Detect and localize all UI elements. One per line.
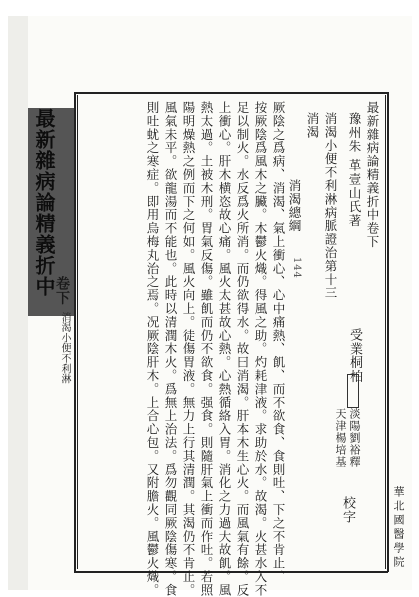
frame-inner-left bbox=[77, 95, 78, 569]
book-page bbox=[8, 16, 412, 597]
body-column-5: 熱太過。土被木刑。胃氣反傷。雖飢而仍不欲食。强食。則隨肝氣上衝而作吐。若照 bbox=[199, 101, 214, 597]
frame-inner-right bbox=[385, 95, 386, 569]
page-marker: 144 bbox=[291, 257, 302, 279]
editor-2: 淡陽劉裕釋 bbox=[348, 408, 361, 468]
editor-3: 天津楊培基 bbox=[334, 408, 347, 468]
body-column-6: 陽明燥熱之例而下之何如。風火向上。徒傷胃液。無力上行其清潤。其渴仍不肯止。 bbox=[181, 101, 196, 597]
frame-top bbox=[74, 92, 388, 94]
body-column-3: 足以制火。水反爲火所消。而仍欲得水。故曰消渴。肝本木生心火。而風氣有餘。反 bbox=[235, 101, 250, 597]
body-column-7: 風氣未平。欲龍湯而不能也。此時以清潤木火。爲無上治法。爲勿觀同厥陰傷寒。食 bbox=[163, 101, 178, 597]
section-title: 消渴小便不利淋病脈證治第十三 bbox=[323, 112, 338, 300]
spine-volume: 卷下 bbox=[54, 276, 70, 306]
section-subtitle: 消渴 bbox=[305, 112, 320, 139]
frame-left bbox=[74, 92, 76, 572]
frame-right bbox=[387, 92, 389, 572]
publisher-label: 華北國醫學院 bbox=[392, 486, 405, 570]
section-note: 消渴總綱 bbox=[287, 179, 302, 233]
spine-section: 消渴小便不利淋 bbox=[59, 312, 70, 385]
spine-title: 最新雜病論精義折中 bbox=[32, 108, 56, 297]
body-column-4: 上衝心。肝木横恣故心痛。風火太甚故心熱。心熱循絡入胃。消化之力過大故飢。風 bbox=[217, 101, 232, 597]
body-column-8: 則吐蚘之寒症。即用烏梅丸治之焉。况厥陰肝木。上合心包。又附膽火。風鬱火熾。 bbox=[145, 101, 160, 597]
editor-1: 受業桐柏 bbox=[347, 328, 362, 384]
body-column-1: 厥陰之爲病、消渴、氣上衝心、心中痛熱、飢、而不欲食、食則吐、下之不肯止、 bbox=[271, 101, 286, 584]
proofread-label: 校字 bbox=[340, 496, 355, 524]
book-title: 最新雜病論精義折中卷下 bbox=[365, 101, 380, 249]
commentator: 豫州朱 革壹山氏著 bbox=[347, 112, 362, 228]
page-edge bbox=[8, 16, 28, 590]
editor-seal bbox=[347, 374, 359, 408]
body-column-2: 按厥陰爲風木之臟。木鬱火熾。得風之助。灼耗津液。求助於水。故渴。火甚水入不 bbox=[253, 101, 268, 597]
